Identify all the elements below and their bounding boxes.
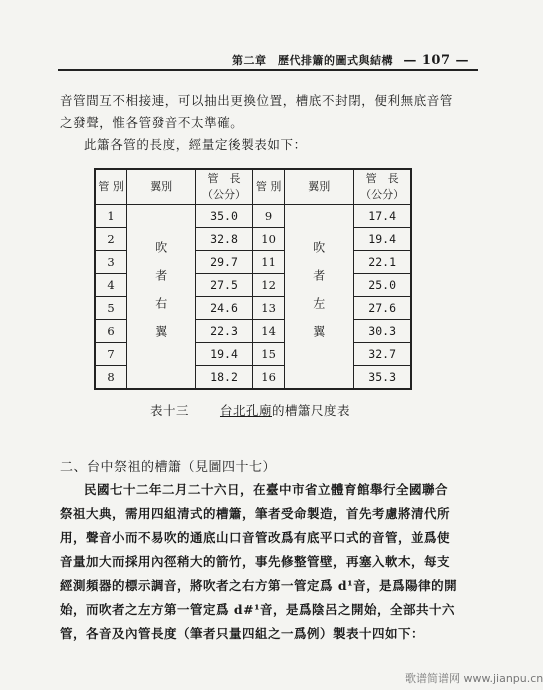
col-header-length (196, 169, 253, 205)
pipe-number: 14 (252, 320, 284, 343)
table-row (95, 205, 411, 228)
pipe-number: 11 (252, 251, 284, 274)
paragraph-line: 管，各音及內管長度（筆者只量四組之一爲例）製表十四如下： (60, 626, 425, 641)
col-header-wing: 翼別 (127, 169, 196, 205)
wing-label-right: 吹者右翼 (127, 205, 196, 390)
pipe-number: 2 (95, 228, 127, 251)
col-header-wing: 翼別 (285, 169, 354, 205)
pipe-length: 29.7 (196, 251, 253, 274)
page-number: — 107 — (403, 53, 470, 68)
pipe-number: 7 (95, 343, 127, 366)
running-header (232, 52, 472, 68)
col-header-length-label: 管 長 (207, 172, 241, 185)
pipe-length: 25.0 (354, 274, 411, 297)
pipe-length: 19.4 (354, 228, 411, 251)
pipe-number: 12 (252, 274, 284, 297)
pipe-number: 9 (252, 205, 284, 228)
caption-label: 表十三 (150, 403, 190, 418)
col-header-pipe: 管 別 (95, 169, 127, 205)
pipe-length: 32.7 (354, 343, 411, 366)
pipe-length: 24.6 (196, 297, 253, 320)
col-header-length-unit: （公分） (202, 188, 247, 201)
paragraph-line: 經測頻器的標示調音，將吹者之右方第一管定爲 d¹音，是爲陽律的開 (60, 578, 458, 593)
pipe-number: 6 (95, 320, 127, 343)
pipe-length: 27.5 (196, 274, 253, 297)
pipe-number: 16 (252, 366, 284, 390)
pipe-length: 22.1 (354, 251, 411, 274)
pipe-length: 19.4 (196, 343, 253, 366)
paragraph-line: 民國七十二年二月二十六日，在臺中市省立體育館舉行全國聯合 (84, 482, 449, 497)
paragraph-line: 此簫各管的長度，經量定後製表如下： (84, 137, 307, 152)
table-caption (150, 401, 430, 419)
pipe-number: 8 (95, 366, 127, 390)
col-header-pipe: 管 別 (252, 169, 284, 205)
col-header-length-label: 管 長 (365, 172, 399, 185)
header-rule (58, 69, 478, 71)
pipe-length: 22.3 (196, 320, 253, 343)
col-header-length-unit: （公分） (360, 188, 405, 201)
paragraph-line: 之發聲，惟各管發音不太準確。 (60, 115, 244, 130)
table-header-row (95, 169, 411, 205)
pipe-length: 35.3 (354, 366, 411, 390)
caption-rest: 的槽簫尺度表 (272, 403, 351, 418)
pipe-number: 10 (252, 228, 284, 251)
paragraph-line: 音管間互不相接連，可以抽出更換位置，槽底不封閉，便利無底音管 (60, 93, 454, 108)
pipe-length: 18.2 (196, 366, 253, 390)
paragraph-line: 始，而吹者之左方第一管定爲 d#¹音，是爲陰呂之開始，全部共十六 (60, 602, 456, 617)
pipe-length: 32.8 (196, 228, 253, 251)
site-watermark: 歌谱简谱网 www.jianpu.cn (405, 672, 543, 685)
pipe-number: 13 (252, 297, 284, 320)
pipe-length: 35.0 (196, 205, 253, 228)
pipe-number: 4 (95, 274, 127, 297)
section-heading: 二、台中祭祖的槽簫（見圖四十七） (60, 460, 277, 475)
chapter-title: 第二章 歷代排簫的圖式與結構 (232, 54, 393, 67)
caption-place: 台北孔廟 (219, 403, 272, 418)
pipe-number: 15 (252, 343, 284, 366)
pipe-length: 17.4 (354, 205, 411, 228)
pipe-length-table (94, 168, 412, 390)
pipe-number: 5 (95, 297, 127, 320)
body-paragraph (60, 478, 480, 646)
paragraph-line: 祭祖大典，需用四組清式的槽簫，筆者受命製造，首先考慮將清代所 (60, 506, 451, 521)
paragraph-line: 音量加大而採用內徑稍大的箭竹，事先修整管壁，再塞入軟木，每支 (60, 554, 451, 569)
pipe-number: 3 (95, 251, 127, 274)
pipe-length: 27.6 (354, 297, 411, 320)
wing-label-left: 吹者左翼 (285, 205, 354, 390)
pipe-length: 30.3 (354, 320, 411, 343)
paragraph-line: 用，聲音小而不易吹的通底山口音管改爲有底平口式的音管，並爲使 (60, 530, 451, 545)
col-header-length (354, 169, 411, 205)
pipe-number: 1 (95, 205, 127, 228)
